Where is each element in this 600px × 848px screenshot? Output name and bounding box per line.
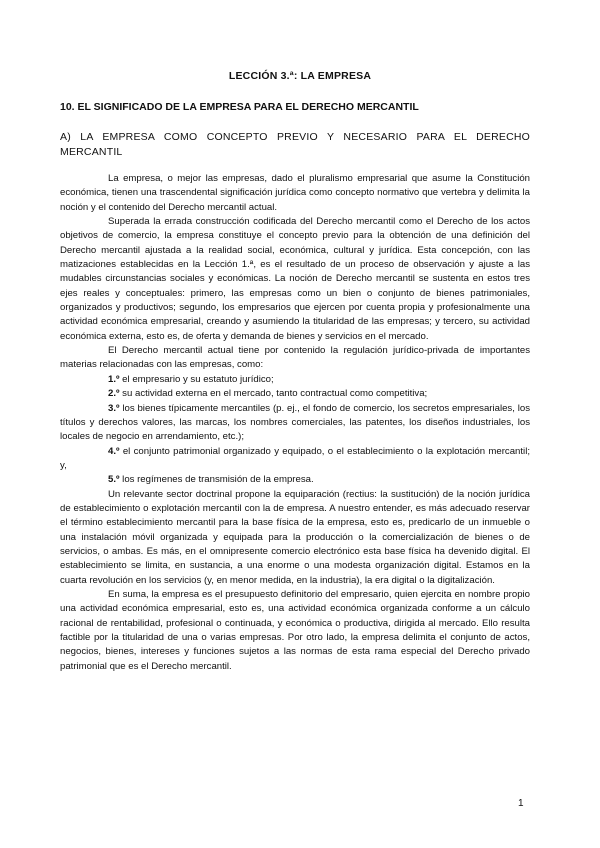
list-item-number: 1.º [108,373,120,385]
list-item-number: 5.º [108,474,120,486]
list-item-number: 2.º [108,388,120,400]
list-item [60,373,530,387]
paragraph-3: El Derecho mercantil actual tiene por contenido la regulación jurídico-privada de importantes materias relacionadas con las empresas, como: [60,345,530,371]
list-item-text: su actividad externa en el mercado, tanto contractual como competitiva; [119,388,428,400]
list-item-text: el empresario y su estatuto jurídico; [119,373,274,385]
list-item-number: 4.º [108,445,120,457]
list-item-text: los regímenes de transmisión de la empresa. [119,474,314,486]
paragraph-1: La empresa, o mejor las empresas, dado el pluralismo empresarial que asume la Constitución económica, tienen una trascendental significación jurídica como concepto normativo que vertebra y delimita la noción y el contenido del Derecho mercantil actual. [60,173,530,213]
paragraph-5: En suma, la empresa es el presupuesto definitorio del empresario, quien ejercita en nombre propio una actividad económica empresarial, esto es, una actividad económica organizada conforme a un cálculo racional de rentabilidad, profesional o continuada, y económica o productiva, dirigida al mercado. Ello resulta factible por la titularidad de una o varias empresas. Por otro lado, la empresa delimita el conjunto de actos, negocios, bienes, intereses y funciones sujetos a las normas de esta rama especial del Derecho privado patrimonial que es el Derecho mercantil. [60,588,530,672]
paragraph-4: Un relevante sector doctrinal propone la equiparación (rectius: la sustitución) de la noción jurídica de establecimiento o explotación mercantil con la de empresa. A nuestro entender, es más adecuado reservar el término establecimiento mercantil para la base física de la empresa, esto es, predicarlo de un inmueble o una instalación móvil organizada y equipada para la producción o la comercialización de bienes o de servicios, o ambas. Es más, en el omnipresente comercio electrónico esta base física ha devenido digital. El establecimiento se limita, en sustancia, a una enorme o una modesta organización digital. Estamos en la cuarta revolución en los servicios (y, en menor medida, en la industria), la era digital o la digitalización. [60,488,530,586]
list-item [60,473,530,487]
list-item [60,445,530,474]
list-item-text: el conjunto patrimonial organizado y equipado, o el establecimiento o la explotación mercantil; y, [60,445,530,471]
list-item [60,402,530,445]
subsection-title: A) LA EMPRESA COMO CONCEPTO PREVIO Y NECESARIO PARA EL DERECHO MERCANTIL [60,131,530,158]
body-text [60,172,530,674]
list-item [60,387,530,401]
page-number: 1 [518,798,524,809]
list-item-number: 3.º [108,402,120,414]
paragraph-2: Superada la errada construcción codificada del Derecho mercantil como el Derecho de los actos objetivos de comercio, la empresa constituye el concepto previo para la obtención de una definición del Derecho mercantil ajustada a la realidad social, económica, cultural y jurídica. Esta concepción, con las matizaciones establecidas en la Lección 1.ª, es el resultado de un proceso de observación y ajuste a las mudables circunstancias sociales y económicas. La noción de Derecho mercantil se sustenta en estos tres ejes reales y conceptuales: primero, las empresas como un bien o conjunto de bienes patrimoniales, organizados y productivos; segundo, los empresarios que ejercen por cuenta propia y profesionalmente una actividad económica empresarial, creando y asumiendo la titularidad de las empresas; y tercero, su actividad económica externa, esto es, de oferta y demanda de bienes y servicios en el mercado. [60,216,530,342]
list-item-text: los bienes típicamente mercantiles (p. ej., el fondo de comercio, los secretos empresariales, los títulos y derechos valores, las marcas, los nombres comerciales, las patentes, los diseños industriales, los locales de negocio en arrendamiento, etc.); [60,402,530,443]
lesson-title: LECCIÓN 3.ª: LA EMPRESA [228,70,372,82]
section-title: 10. EL SIGNIFICADO DE LA EMPRESA PARA EL DERECHO MERCANTIL [60,101,419,113]
